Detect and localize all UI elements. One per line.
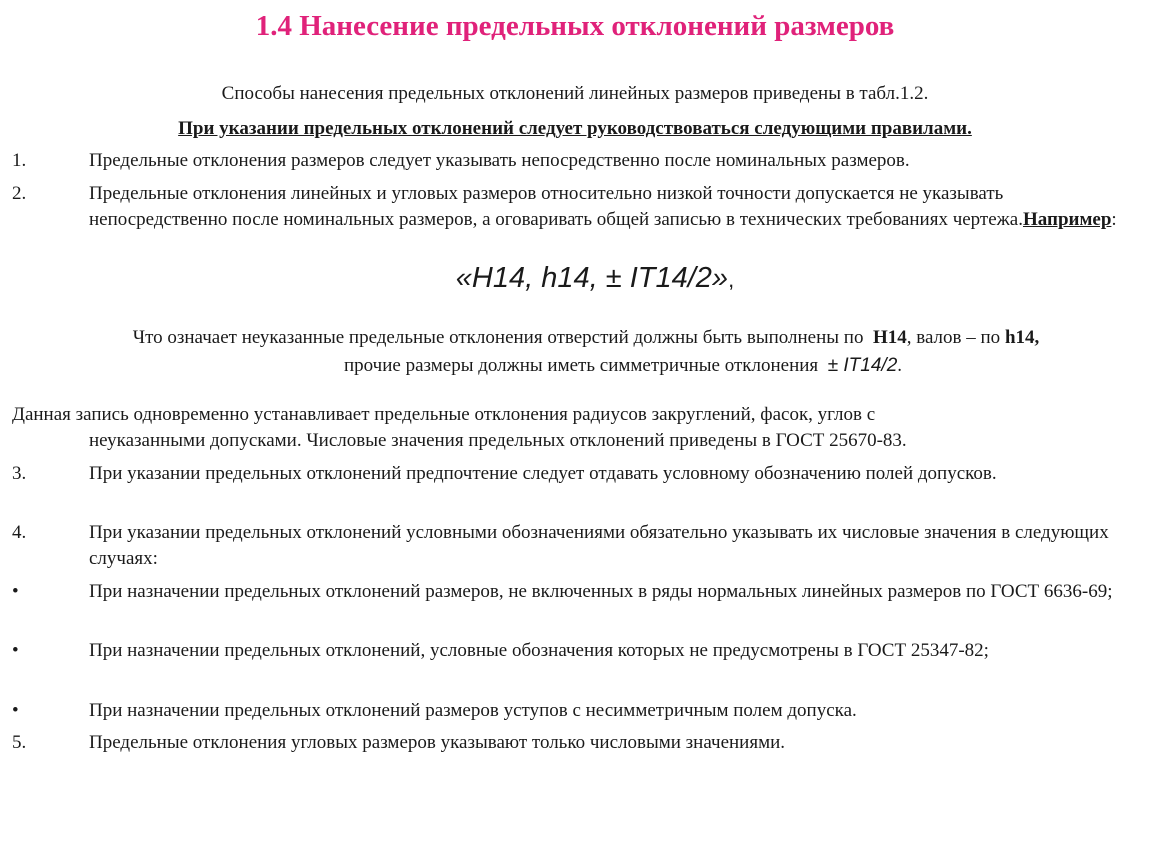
list-number: 4. xyxy=(12,522,27,543)
meaning-line-1 xyxy=(0,325,1150,351)
list-text-body: Предельные отклонения линейных и угловых размеров относительно низкой точности допускается не указывать непосредственно после номинальных размеров, а оговаривать общей записью в технических требованиях чертежа. xyxy=(89,183,1023,230)
list-text: Предельные отклонения размеров следует указывать непосредственно после номинальных размеров. xyxy=(89,150,910,171)
note-line-2: неуказанными допусками. Числовые значения предельных отклонений приведены в ГОСТ 25670-83. xyxy=(89,430,907,451)
intro-text: Способы нанесения предельных отклонений линейных размеров приведены в табл.1.2. xyxy=(221,83,929,104)
bullet-mark: • xyxy=(12,700,19,721)
bullet-text: При назначении предельных отклонений, условные обозначения которых не предусмотрены в ГОСТ 25347-82; xyxy=(89,640,989,661)
example-label: Например xyxy=(1022,209,1112,230)
example-colon: : xyxy=(1111,209,1117,230)
formula-text: «H14, h14, ± IT14/2» xyxy=(455,262,729,294)
symmetric-tolerance: ± IT14/2 xyxy=(827,355,898,376)
bullet-text: При назначении предельных отклонений размеров уступов с несимметричным полем допуска. xyxy=(89,700,857,721)
list-text: При указании предельных отклонений условными обозначениями обязательно указывать их числовые значения в следующих случаях: xyxy=(89,522,1109,569)
meaning-dot: . xyxy=(897,355,903,376)
list-text xyxy=(89,181,1134,233)
note-line-1: Данная запись одновременно устанавливает предельные отклонения радиусов закруглений, фасок, углов с xyxy=(12,404,876,425)
list-number: 3. xyxy=(12,463,27,484)
list-number: 5. xyxy=(12,732,27,753)
hole-tolerance: Н14 xyxy=(872,327,907,348)
bullet-text: При назначении предельных отклонений размеров, не включенных в ряды нормальных линейных размеров по ГОСТ 6636-69; xyxy=(89,581,1113,602)
note-paragraph xyxy=(12,402,1142,454)
list-number: 2. xyxy=(12,183,27,204)
meaning-line2: прочие размеры должны иметь симметричные отклонения xyxy=(344,355,819,376)
shaft-tolerance: h14 xyxy=(1004,327,1035,348)
list-number: 1. xyxy=(12,150,27,171)
bullet-mark: • xyxy=(12,640,19,661)
formula-trail: , xyxy=(728,267,735,292)
meaning-line-2 xyxy=(0,353,1150,379)
meaning-comma: , xyxy=(1034,327,1040,348)
rules-heading: При указании предельных отклонений следует руководствоваться следующими правилами. xyxy=(178,118,972,139)
list-text: При указании предельных отклонений предпочтение следует отдавать условному обозначению полей допусков. xyxy=(89,463,997,484)
list-text: Предельные отклонения угловых размеров указывают только числовыми значениями. xyxy=(89,732,786,753)
tolerance-formula xyxy=(0,262,1150,295)
page-title: 1.4 Нанесение предельных отклонений размеров xyxy=(255,10,895,42)
bullet-mark: • xyxy=(12,581,19,602)
meaning-part1: Что означает неуказанные предельные отклонения отверстий должны быть выполнены по xyxy=(132,327,864,348)
meaning-part2: , валов – по xyxy=(906,327,1001,348)
